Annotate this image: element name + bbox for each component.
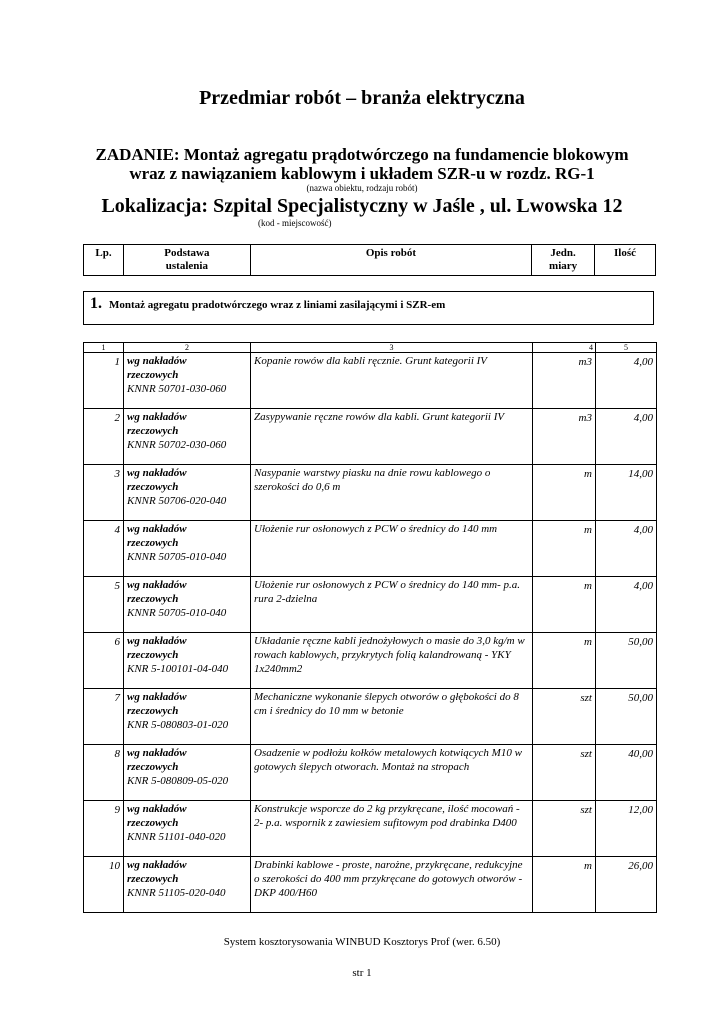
row-unit: m xyxy=(533,633,596,689)
column-number: 1 xyxy=(84,343,124,353)
task-note: (nazwa obiektu, rodzaju robót) xyxy=(306,183,418,193)
row-quantity: 50,00 xyxy=(596,633,657,689)
row-basis-a: wg nakładów xyxy=(127,355,187,367)
row-code: KNNR 51105-020-040 xyxy=(127,887,226,899)
row-quantity: 26,00 xyxy=(596,857,657,913)
row-basis-b: rzeczowych xyxy=(127,873,179,885)
row-quantity: 4,00 xyxy=(596,409,657,465)
row-unit: m xyxy=(533,577,596,633)
row-code: KNNR 50705-010-040 xyxy=(127,551,227,563)
row-lp: 3 xyxy=(84,465,124,521)
table-row xyxy=(84,745,657,801)
row-basis-b: rzeczowych xyxy=(127,705,179,717)
row-basis-a: wg nakładów xyxy=(127,691,187,703)
row-lp: 1 xyxy=(84,353,124,409)
row-basis-a: wg nakładów xyxy=(127,635,187,647)
table-row xyxy=(84,801,657,857)
table-row xyxy=(84,521,657,577)
row-basis xyxy=(124,409,251,465)
row-lp: 8 xyxy=(84,745,124,801)
row-unit: m3 xyxy=(533,353,596,409)
row-basis xyxy=(124,577,251,633)
row-lp: 4 xyxy=(84,521,124,577)
row-quantity: 40,00 xyxy=(596,745,657,801)
row-basis-b: rzeczowych xyxy=(127,537,179,549)
row-code: KNNR 50705-010-040 xyxy=(127,607,227,619)
section-number: 1. xyxy=(90,295,102,312)
row-code: KNR 5-080803-01-020 xyxy=(127,719,229,731)
row-lp: 2 xyxy=(84,409,124,465)
items-table xyxy=(83,342,657,913)
row-description: Ułożenie rur osłonowych z PCW o średnicy do 140 mm xyxy=(251,521,533,577)
row-description: Osadzenie w podłożu kołków metalowych kotwiących M10 w gotowych ślepych otworach. Montaż na stropach xyxy=(251,745,533,801)
row-unit: m xyxy=(533,465,596,521)
table-row xyxy=(84,409,657,465)
row-description: Ułożenie rur osłonowych z PCW o średnicy do 140 mm- p.a. rura 2-dzielna xyxy=(251,577,533,633)
row-lp: 6 xyxy=(84,633,124,689)
row-description: Konstrukcje wsporcze do 2 kg przykręcane, ilość mocowań - 2- p.a. wspornik z zawiesiem sufitowym pod drabinka D400 xyxy=(251,801,533,857)
header-basis-line-1: Podstawa xyxy=(164,247,210,259)
section-title: Montaż agregatu pradotwórczego wraz z liniami zasilającymi i SZR-em xyxy=(109,299,446,311)
row-basis-b: rzeczowych xyxy=(127,649,179,661)
row-basis-a: wg nakładów xyxy=(127,803,187,815)
row-unit: m xyxy=(533,857,596,913)
row-basis-b: rzeczowych xyxy=(127,593,179,605)
header-unit xyxy=(532,245,595,276)
row-basis xyxy=(124,633,251,689)
table-row xyxy=(84,857,657,913)
row-basis xyxy=(124,465,251,521)
row-unit: m xyxy=(533,521,596,577)
row-quantity: 12,00 xyxy=(596,801,657,857)
header-basis-line-2: ustalenia xyxy=(165,260,208,272)
table-row xyxy=(84,353,657,409)
page-number: str 1 xyxy=(352,967,372,979)
row-basis-a: wg nakładów xyxy=(127,467,187,479)
row-basis-b: rzeczowych xyxy=(127,817,179,829)
row-lp: 9 xyxy=(84,801,124,857)
row-basis xyxy=(124,353,251,409)
header-table xyxy=(83,244,656,276)
column-number-row xyxy=(84,343,657,353)
header-description: Opis robót xyxy=(250,245,531,276)
row-basis-a: wg nakładów xyxy=(127,411,187,423)
row-unit: szt xyxy=(533,689,596,745)
row-code: KNNR 50702-030-060 xyxy=(127,439,227,451)
column-number: 4 xyxy=(533,343,596,353)
header-quantity: Ilość xyxy=(595,245,656,276)
task-line-1: ZADANIE: Montaż agregatu prądotwórczego na fundamencie blokowym xyxy=(95,145,629,164)
row-basis-b: rzeczowych xyxy=(127,481,179,493)
page-title: Przedmiar robót – branża elektryczna xyxy=(199,87,525,109)
row-basis xyxy=(124,689,251,745)
location-note: (kod - miejscowość) xyxy=(258,218,332,228)
row-description: Drabinki kablowe - proste, narożne, przykręcane, redukcyjne o szerokości do 400 mm przykręcane do gotowych otworów - DKP 400/H60 xyxy=(251,857,533,913)
row-description: Układanie ręczne kabli jednożyłowych o masie do 3,0 kg/m w rowach kablowych, przykrytych folią kalandrowaną - YKY 1x240mm2 xyxy=(251,633,533,689)
table-row xyxy=(84,633,657,689)
header-lp: Lp. xyxy=(84,245,124,276)
table-row xyxy=(84,577,657,633)
row-lp: 10 xyxy=(84,857,124,913)
row-quantity: 50,00 xyxy=(596,689,657,745)
row-quantity: 4,00 xyxy=(596,577,657,633)
section-box xyxy=(83,291,654,325)
location: Lokalizacja: Szpital Specjalistyczny w Jaśle , ul. Lwowska 12 xyxy=(101,195,623,217)
row-code: KNNR 50706-020-040 xyxy=(127,495,227,507)
row-basis-a: wg nakładów xyxy=(127,747,187,759)
row-lp: 7 xyxy=(84,689,124,745)
row-description: Nasypanie warstwy piasku na dnie rowu kablowego o szerokości do 0,6 m xyxy=(251,465,533,521)
row-basis-a: wg nakładów xyxy=(127,523,187,535)
task-line-2: wraz z nawiązaniem kablowym i układem SZR-u w rozdz. RG-1 xyxy=(129,164,595,183)
row-basis-b: rzeczowych xyxy=(127,761,179,773)
row-basis xyxy=(124,801,251,857)
row-description: Mechaniczne wykonanie ślepych otworów o głębokości do 8 cm i średnicy do 10 mm w betonie xyxy=(251,689,533,745)
row-code: KNNR 51101-040-020 xyxy=(127,831,226,843)
row-description: Kopanie rowów dla kabli ręcznie. Grunt kategorii IV xyxy=(251,353,533,409)
row-unit: m3 xyxy=(533,409,596,465)
row-quantity: 4,00 xyxy=(596,353,657,409)
row-basis-a: wg nakładów xyxy=(127,859,187,871)
row-basis xyxy=(124,857,251,913)
row-basis-b: rzeczowych xyxy=(127,425,179,437)
row-basis-a: wg nakładów xyxy=(127,579,187,591)
row-code: KNR 5-100101-04-040 xyxy=(127,663,229,675)
table-row xyxy=(84,465,657,521)
row-basis xyxy=(124,521,251,577)
header-unit-line-1: Jedn. xyxy=(550,247,576,259)
column-number: 3 xyxy=(251,343,533,353)
row-lp: 5 xyxy=(84,577,124,633)
table-row xyxy=(84,689,657,745)
row-basis-b: rzeczowych xyxy=(127,369,179,381)
row-description: Zasypywanie ręczne rowów dla kabli. Grunt kategorii IV xyxy=(251,409,533,465)
row-code: KNR 5-080809-05-020 xyxy=(127,775,229,787)
row-quantity: 4,00 xyxy=(596,521,657,577)
row-unit: szt xyxy=(533,801,596,857)
header-unit-line-2: miary xyxy=(549,260,578,272)
header-basis xyxy=(123,245,250,276)
column-number: 2 xyxy=(124,343,251,353)
row-basis xyxy=(124,745,251,801)
footer: System kosztorysowania WINBUD Kosztorys Prof (wer. 6.50) xyxy=(223,936,501,948)
row-code: KNNR 50701-030-060 xyxy=(127,383,227,395)
column-number: 5 xyxy=(596,343,657,353)
row-unit: szt xyxy=(533,745,596,801)
row-quantity: 14,00 xyxy=(596,465,657,521)
